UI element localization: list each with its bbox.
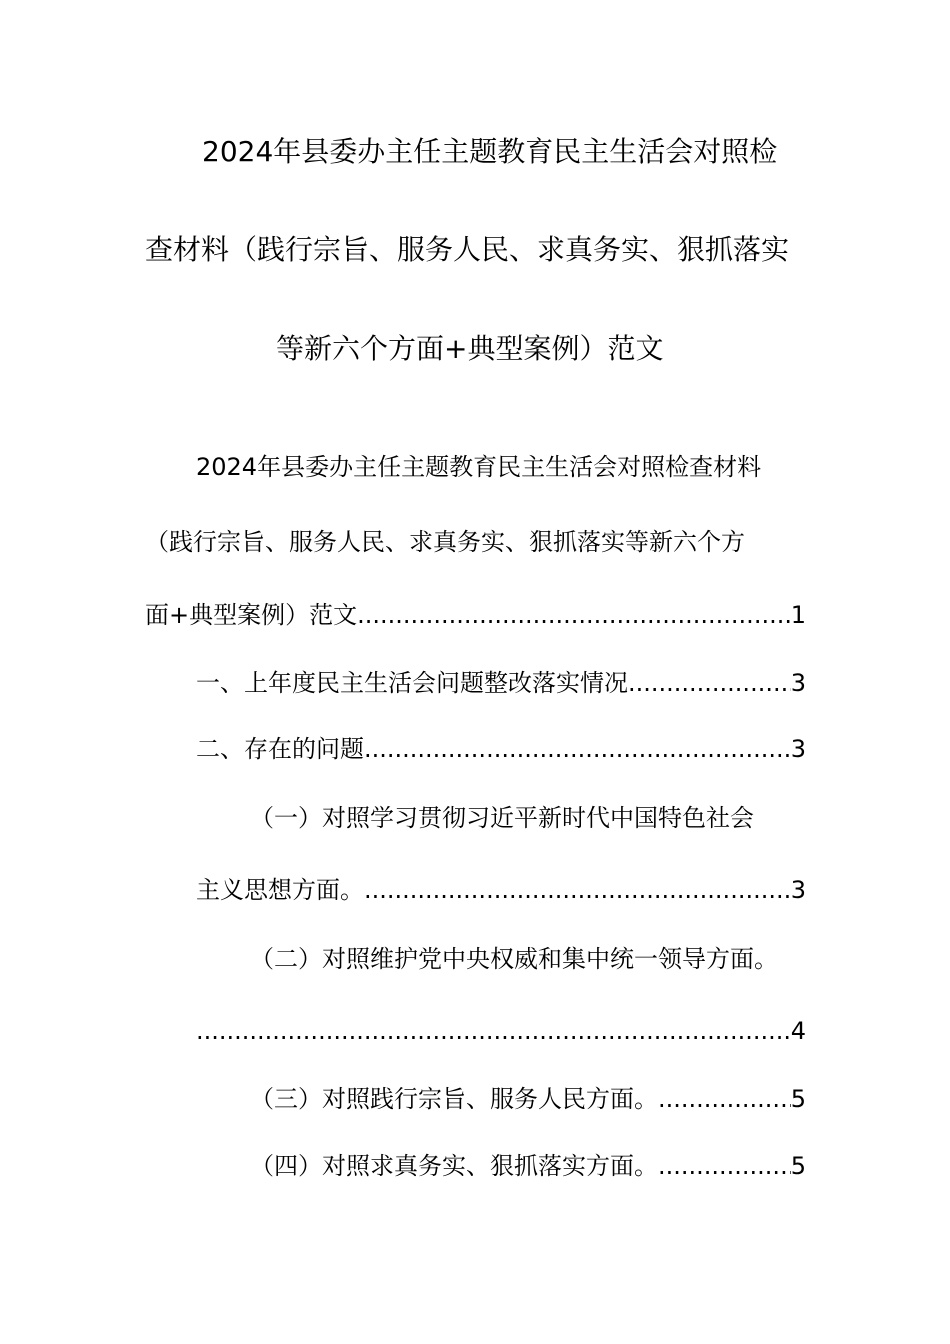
- toc-page-number: 5: [790, 1085, 806, 1113]
- toc-entry-4-line-1: （一）对照学习贯彻习近平新时代中国特色社会: [250, 804, 754, 832]
- toc-entry-label: 主义思想方面。: [196, 876, 364, 904]
- toc-page-number: 3: [790, 669, 806, 697]
- toc-entry-label: （四）对照求真务实、狠抓落实方面。: [250, 1152, 658, 1180]
- toc-entry-1-line-1: 2024年县委办主任主题教育民主生活会对照检查材料: [196, 453, 762, 481]
- toc-entry-5-line-2[interactable]: [196, 1014, 806, 1048]
- dot-leader: [658, 1082, 791, 1116]
- toc-page-number: 3: [790, 735, 806, 763]
- dot-leader: [357, 598, 791, 632]
- toc-entry-5-line-1: （二）对照维护党中央权威和集中统一领导方面。: [250, 945, 778, 973]
- toc-entry-label: （三）对照践行宗旨、服务人民方面。: [250, 1085, 658, 1113]
- toc-entry-2[interactable]: [196, 666, 806, 700]
- dot-leader: [364, 732, 791, 766]
- toc-entry-3[interactable]: [196, 732, 806, 766]
- toc-page-number: 3: [790, 876, 806, 904]
- dot-leader: [196, 1014, 791, 1048]
- title-line-1: 2024年县委办主任主题教育民主生活会对照检: [202, 135, 778, 168]
- toc-page-number: 5: [790, 1152, 806, 1180]
- toc-entry-1-line-3[interactable]: [145, 598, 806, 632]
- title-line-3: 等新六个方面+典型案例）范文: [276, 332, 664, 365]
- toc-entry-label: 面+典型案例）范文: [145, 601, 358, 629]
- toc-entry-6[interactable]: [250, 1082, 806, 1116]
- title-line-2: 查材料（践行宗旨、服务人民、求真务实、狠抓落实: [145, 233, 790, 266]
- toc-page-number: 4: [790, 1017, 806, 1045]
- toc-page-number: 1: [790, 601, 806, 629]
- toc-entry-7[interactable]: [250, 1149, 806, 1183]
- dot-leader: [364, 873, 791, 907]
- toc-entry-label: 一、上年度民主生活会问题整改落实情况: [196, 669, 628, 697]
- toc-entry-label: 二、存在的问题: [196, 735, 364, 763]
- toc-entry-4-line-2[interactable]: [196, 873, 806, 907]
- toc-entry-1-line-2: （践行宗旨、服务人民、求真务实、狠抓落实等新六个方: [145, 528, 745, 556]
- dot-leader: [658, 1149, 791, 1183]
- dot-leader: [628, 666, 791, 700]
